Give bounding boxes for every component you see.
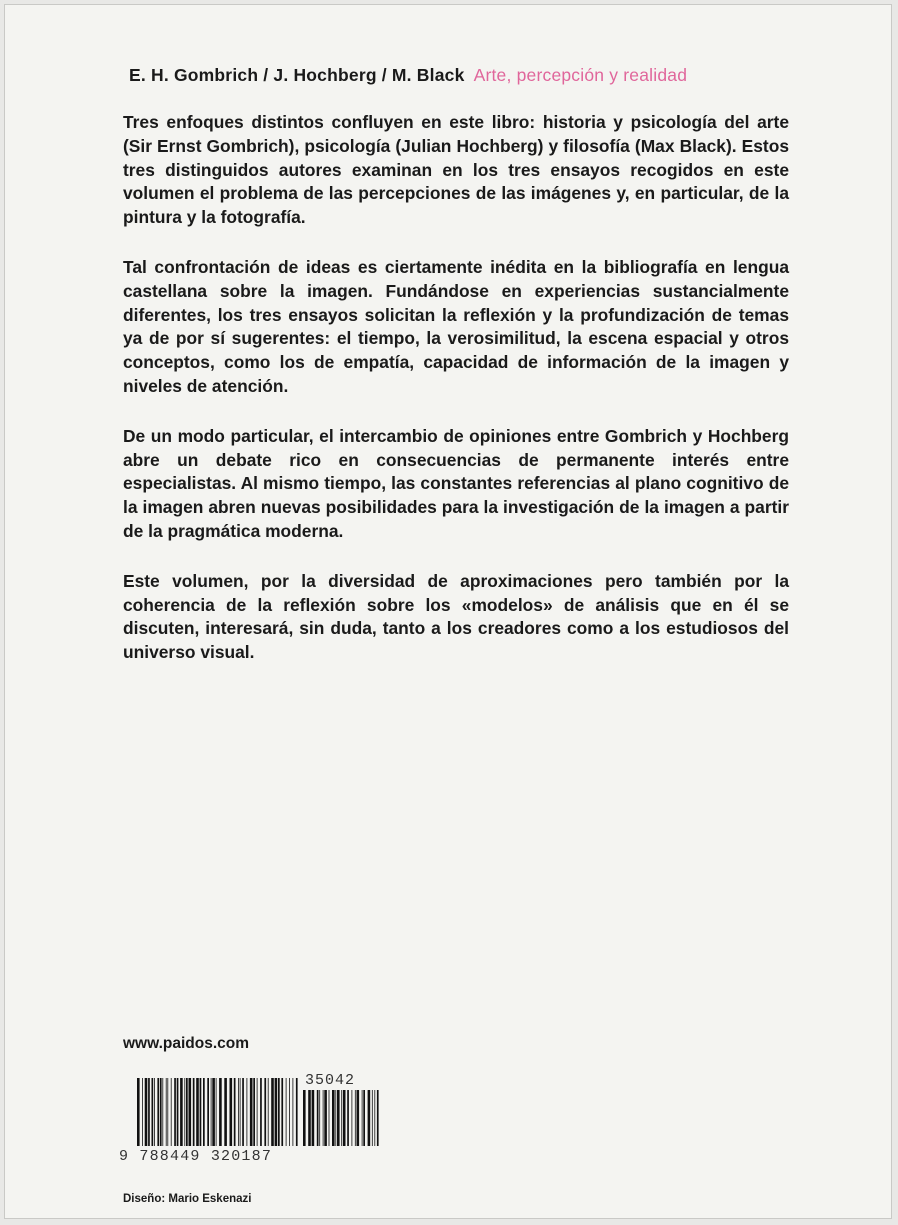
barcode-bar [264,1078,266,1146]
barcode-bar [250,1078,253,1146]
barcode-bar [242,1078,244,1146]
barcode-bar [174,1078,176,1146]
barcode-bar [162,1078,163,1146]
barcode-bar [160,1078,162,1146]
isbn-digits: 9 788449 320187 [119,1148,273,1165]
barcode-bar [224,1078,227,1146]
barcode-bar [184,1078,185,1146]
barcode-bar [211,1078,212,1146]
barcode-bar [312,1090,315,1146]
barcode-bar [216,1078,217,1146]
back-cover [4,4,892,1219]
barcode-bar [293,1078,294,1146]
barcode-bar [303,1090,306,1146]
barcode-bar [219,1078,222,1146]
barcode-bar [203,1078,205,1146]
barcode-bar [289,1078,290,1146]
barcode-main-bars [137,1078,300,1146]
header [129,65,809,86]
barcode-bar [377,1090,379,1146]
authors: E. H. Gombrich / J. Hochberg / M. Black [129,65,465,85]
barcode-bar [177,1078,179,1146]
barcode-bar [323,1090,324,1146]
barcode-bar [281,1078,283,1146]
barcode-bar [308,1090,311,1146]
barcode-bar [145,1078,148,1146]
barcode-bar [357,1090,360,1146]
barcode-bar [372,1090,373,1146]
barcode-bar [319,1090,320,1146]
barcode-bar [137,1078,140,1146]
barcode-bar [296,1078,298,1146]
barcode-bar [189,1078,192,1146]
barcode-bar [329,1090,330,1146]
barcode-addon-digits: 35042 [305,1072,356,1089]
book-title: Arte, percepción y realidad [473,65,688,85]
barcode-bar [337,1090,340,1146]
barcode [119,1072,379,1170]
barcode-bar [180,1078,183,1146]
barcode-addon-bars [303,1090,379,1146]
barcode-bar [352,1090,353,1146]
barcode-bar [374,1090,375,1146]
barcode-bar [362,1090,363,1146]
barcode-bar [317,1090,319,1146]
barcode-bar [253,1078,255,1146]
barcode-bar [335,1090,336,1146]
barcode-bar [152,1078,154,1146]
barcode-bar [166,1078,167,1146]
barcode-bar [186,1078,188,1146]
barcode-bar [200,1078,202,1146]
barcode-bar [332,1090,335,1146]
barcode-bar [207,1078,209,1146]
barcode-bar [260,1078,262,1146]
publisher-url: www.paidos.com [123,1035,250,1052]
barcode-bar [238,1078,239,1146]
paragraph: Tres enfoques distintos confluyen en este libro: historia y psicología del arte (Sir Ernst Gombrich), psicología (Julian Hochberg) y filosofía (Max Black). Estos tres distinguidos autores examinan en los tres ensayos recogidos en este volumen el problema de las percepciones de las imágenes y, en particular, de la pintura y la fotografía. [123,112,789,228]
barcode-bar [157,1078,159,1146]
barcode-bar [347,1090,349,1146]
barcode-bar [268,1078,269,1146]
barcode-bar [324,1090,327,1146]
barcode-bar [271,1078,274,1146]
barcode-bar [193,1078,195,1146]
barcode-bar [363,1090,365,1146]
barcode-bar [196,1078,199,1146]
paragraph: Este volumen, por la diversidad de aproximaciones pero también por la coherencia de la reflexión sobre los «modelos» de análisis que en él se discuten, interesará, sin duda, tanto a los creadores como a los estudiosos del universo visual. [123,570,789,663]
barcode-bar [240,1078,241,1146]
barcode-bar [171,1078,172,1146]
barcode-bar [167,1078,168,1146]
barcode-bar [230,1078,233,1146]
blurb [123,111,789,691]
barcode-bar [212,1078,215,1146]
barcode-bar [247,1078,248,1146]
barcode-bar [341,1090,342,1146]
paragraph: De un modo particular, el intercambio de opiniones entre Gombrich y Hochberg abre un debate rico en consecuencias de permanente interés entre especialistas. Al mismo tiempo, las constantes referencias al plano cognitivo de la imagen abren nuevas posibilidades para la investigación de la imagen a partir de la pragmática moderna. [123,425,789,541]
barcode-bar [257,1078,258,1146]
barcode-bar [278,1078,280,1146]
barcode-bar [343,1090,346,1146]
designer-credit: Diseño: Mario Eskenazi [123,1193,252,1205]
paragraph: Tal confrontación de ideas es ciertamente inédita en la bibliografía en lengua castellana sobre la imagen. Fundándose en experiencias sustancialmente diferentes, los tres ensayos solicitan la reflexión y la profundización de temas ya de por sí sugerentes: el tiempo, la verosimilitud, la escena espacial y otros conceptos, como los de empatía, capacidad de información de la imagen y niveles de atención. [123,256,789,396]
barcode-bar [355,1090,356,1146]
barcode-bar [368,1090,371,1146]
barcode-bar [275,1078,278,1146]
barcode-bar [148,1078,150,1146]
barcode-bar [234,1078,236,1146]
barcode-bar [286,1078,287,1146]
barcode-bar [154,1078,155,1146]
barcode-bar [142,1078,143,1146]
